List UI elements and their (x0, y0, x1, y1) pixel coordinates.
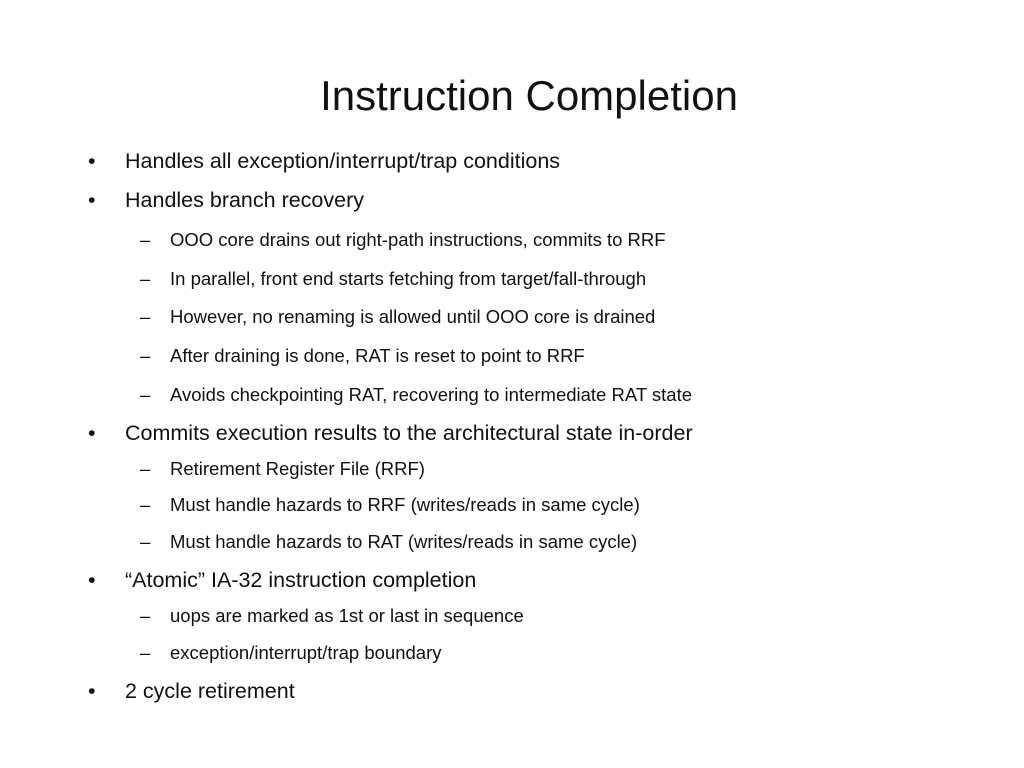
bullet-text: Handles all exception/interrupt/trap conditions (125, 149, 561, 173)
sub-bullet-text: In parallel, front end starts fetching from target/fall-through (170, 268, 647, 289)
slide-title: Instruction Completion (320, 72, 738, 119)
sub-bullet-text: Must handle hazards to RAT (writes/reads in same cycle) (170, 531, 638, 552)
dash-marker: – (140, 345, 151, 366)
dash-marker: – (140, 494, 151, 515)
bullet-text: “Atomic” IA-32 instruction completion (125, 568, 477, 592)
bullet-marker: • (88, 679, 96, 703)
bullet-marker: • (88, 568, 96, 592)
bullet-text: Handles branch recovery (125, 188, 365, 212)
sub-bullet-text: OOO core drains out right-path instructions, commits to RRF (170, 229, 666, 250)
dash-marker: – (140, 229, 151, 250)
sub-bullet-text: Retirement Register File (RRF) (170, 458, 425, 479)
sub-bullet-text: uops are marked as 1st or last in sequence (170, 605, 524, 626)
sub-bullet-text: Avoids checkpointing RAT, recovering to intermediate RAT state (170, 384, 693, 405)
bullet-marker: • (88, 149, 96, 173)
dash-marker: – (140, 605, 151, 626)
dash-marker: – (140, 268, 151, 289)
sub-bullet-text: exception/interrupt/trap boundary (170, 642, 442, 663)
dash-marker: – (140, 384, 151, 405)
dash-marker: – (140, 531, 151, 552)
bullet-text: Commits execution results to the architectural state in-order (125, 421, 693, 445)
dash-marker: – (140, 306, 151, 327)
bullet-marker: • (88, 421, 96, 445)
bullet-text: 2 cycle retirement (125, 679, 295, 703)
dash-marker: – (140, 642, 151, 663)
bullet-marker: • (88, 188, 96, 212)
sub-bullet-text: After draining is done, RAT is reset to point to RRF (170, 345, 585, 366)
sub-bullet-text: However, no renaming is allowed until OOO core is drained (170, 306, 656, 327)
dash-marker: – (140, 458, 151, 479)
sub-bullet-text: Must handle hazards to RRF (writes/reads in same cycle) (170, 494, 640, 515)
